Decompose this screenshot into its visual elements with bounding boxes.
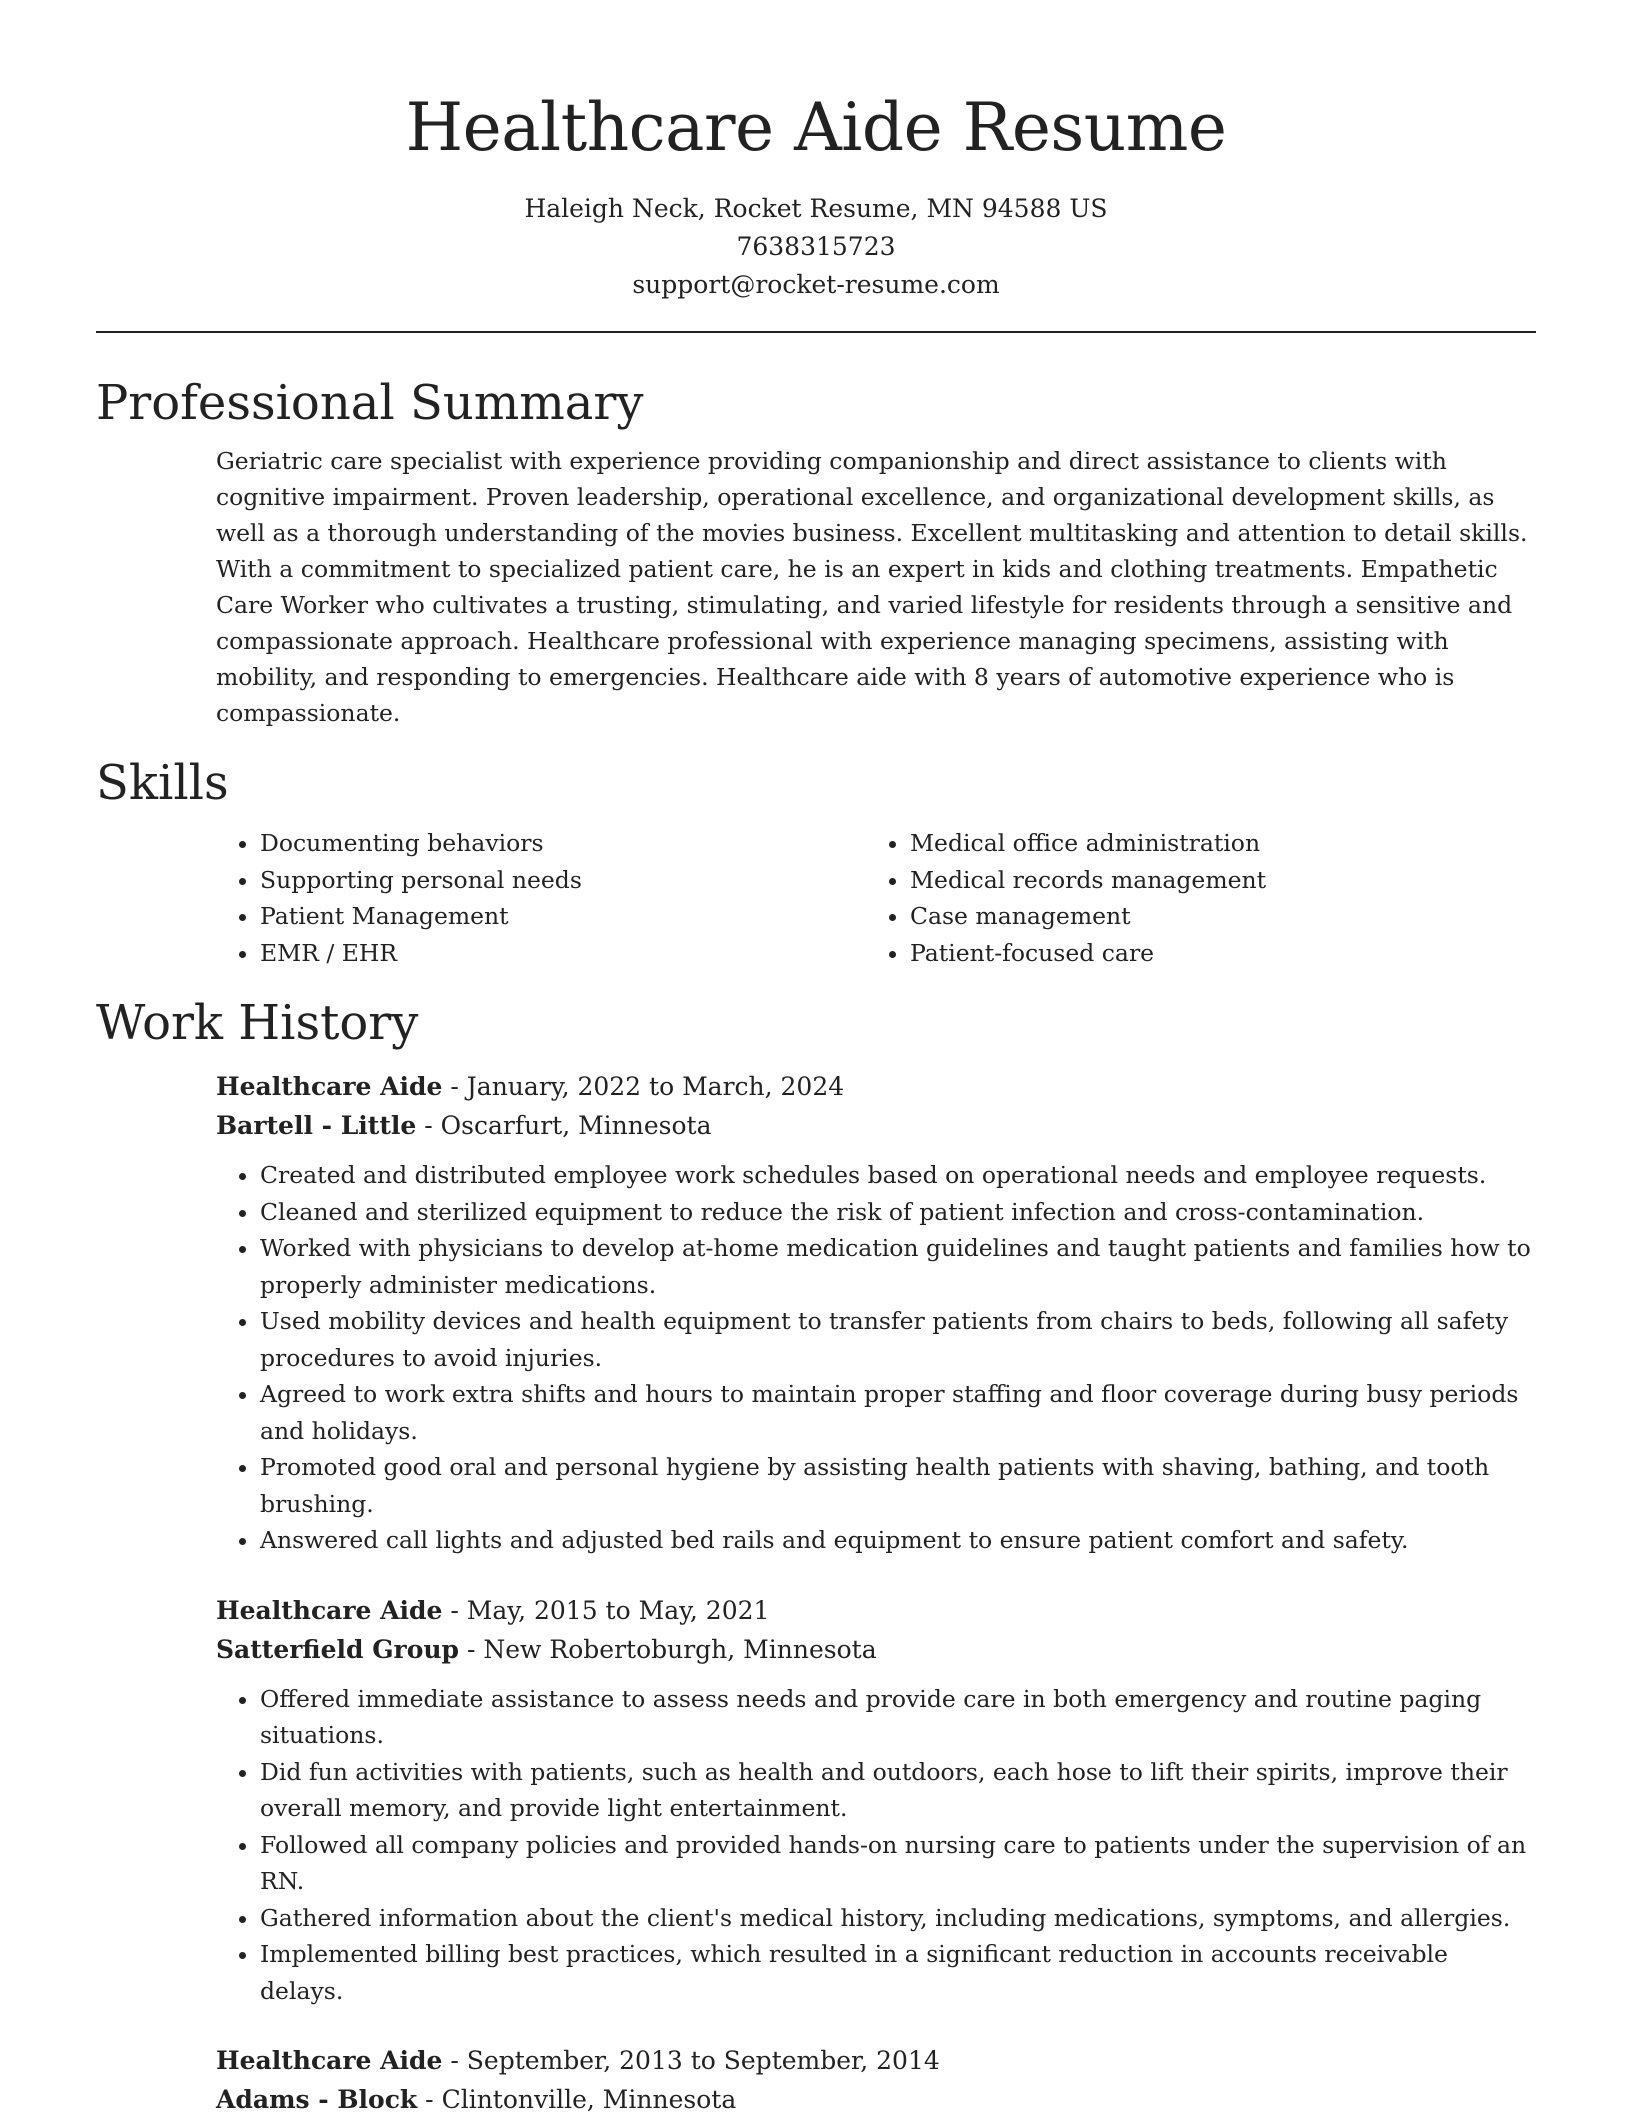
skills-list xyxy=(216,825,1536,971)
resume-page xyxy=(96,0,1536,2119)
skill-item: • Medical office administration xyxy=(910,825,1516,862)
skills-column-left xyxy=(216,825,866,971)
job-company: Adams - Block xyxy=(216,2085,418,2114)
skill-item: • Patient Management xyxy=(260,898,866,935)
job-dates: May, 2015 to May, 2021 xyxy=(466,1595,770,1625)
job-title-line xyxy=(216,1067,1536,1106)
job-bullet-list xyxy=(216,1157,1536,1559)
separator: - xyxy=(417,2085,442,2114)
skill-item: • Patient-focused care xyxy=(910,935,1516,972)
separator: - xyxy=(459,1634,484,1664)
job-title: Healthcare Aide xyxy=(216,1072,443,1101)
work-history-heading: Work History xyxy=(96,995,419,1051)
job-entry xyxy=(216,1591,1536,2010)
job-bullet: • Promoted good oral and personal hygiene by assisting health patients with shaving, bathing, and tooth brushing. xyxy=(260,1449,1536,1522)
skills-column-right xyxy=(866,825,1516,971)
contact-block xyxy=(96,190,1536,304)
contact-email: support@rocket-resume.com xyxy=(632,270,1000,299)
job-location: Clintonville, Minnesota xyxy=(441,2085,737,2114)
job-company-line xyxy=(216,1630,1536,1669)
job-bullet: • Gathered information about the client's medical history, including medications, symptoms, and allergies. xyxy=(260,1900,1536,1937)
job-company-line xyxy=(216,2080,1536,2119)
skills-heading: Skills xyxy=(96,755,229,811)
job-bullet: • Answered call lights and adjusted bed rails and equipment to ensure patient comfort and safety. xyxy=(260,1522,1536,1559)
job-bullet: • Used mobility devices and health equipment to transfer patients from chairs to beds, following all safety procedures to avoid injuries. xyxy=(260,1303,1536,1376)
job-bullet: • Implemented billing best practices, which resulted in a significant reduction in accounts receivable delays. xyxy=(260,1936,1536,2009)
job-bullet: • Agreed to work extra shifts and hours to maintain proper staffing and floor coverage during busy periods and holidays. xyxy=(260,1376,1536,1449)
job-bullet-list xyxy=(216,1681,1536,2010)
contact-address: Haleigh Neck, Rocket Resume, MN 94588 US xyxy=(524,194,1108,223)
job-title: Healthcare Aide xyxy=(216,1595,443,1625)
job-company: Bartell - Little xyxy=(216,1111,417,1140)
skill-item: • Supporting personal needs xyxy=(260,862,866,899)
separator: - xyxy=(416,1111,441,1140)
job-dates: September, 2013 to September, 2014 xyxy=(466,2046,940,2075)
skill-item: • Case management xyxy=(910,898,1516,935)
job-entry xyxy=(216,2041,1536,2119)
summary-heading: Professional Summary xyxy=(96,375,644,431)
job-bullet: • Did fun activities with patients, such as health and outdoors, each hose to lift their spirits, improve their overall memory, and provide light entertainment. xyxy=(260,1754,1536,1827)
job-location: New Robertoburgh, Minnesota xyxy=(483,1634,877,1664)
resume-title: Healthcare Aide Resume xyxy=(405,89,1227,166)
job-title-line xyxy=(216,2041,1536,2080)
skill-item: • Medical records management xyxy=(910,862,1516,899)
separator: - xyxy=(442,1595,467,1625)
job-bullet: • Created and distributed employee work schedules based on operational needs and employee requests. xyxy=(260,1157,1536,1194)
job-title: Healthcare Aide xyxy=(216,2046,443,2075)
job-bullet: • Followed all company policies and provided hands-on nursing care to patients under the supervision of an RN. xyxy=(260,1827,1536,1900)
separator: - xyxy=(442,1072,467,1101)
job-company-line xyxy=(216,1106,1536,1145)
separator: - xyxy=(442,2046,467,2075)
job-company: Satterfield Group xyxy=(216,1634,460,1664)
job-location: Oscarfurt, Minnesota xyxy=(440,1111,712,1140)
job-bullet: • Cleaned and sterilized equipment to reduce the risk of patient infection and cross-contamination. xyxy=(260,1194,1536,1231)
summary-text: Geriatric care specialist with experience providing companionship and direct assistance to clients with cognitive impairment. Proven leadership, operational excellence, and organizational development skills, as well as a thorough understanding of the movies business. Excellent multitasking and attention to detail skills. With a commitment to specialized patient care, he is an expert in kids and clothing treatments. Empathetic Care Worker who cultivates a trusting, stimulating, and varied lifestyle for residents through a sensitive and compassionate approach. Healthcare professional with experience managing specimens, assisting with mobility, and responding to emergencies. Healthcare aide with 8 years of automotive experience who is compassionate. xyxy=(216,447,1528,727)
job-entry xyxy=(216,1067,1536,1559)
job-bullet: • Offered immediate assistance to assess needs and provide care in both emergency and routine paging situations. xyxy=(260,1681,1536,1754)
job-dates: January, 2022 to March, 2024 xyxy=(466,1072,845,1101)
contact-phone: 7638315723 xyxy=(736,232,896,261)
skill-item: • EMR / EHR xyxy=(260,935,866,972)
job-title-line xyxy=(216,1591,1536,1630)
skill-item: • Documenting behaviors xyxy=(260,825,866,862)
header-divider xyxy=(96,331,1536,333)
job-bullet: • Worked with physicians to develop at-home medication guidelines and taught patients and families how to properly administer medications. xyxy=(260,1230,1536,1303)
